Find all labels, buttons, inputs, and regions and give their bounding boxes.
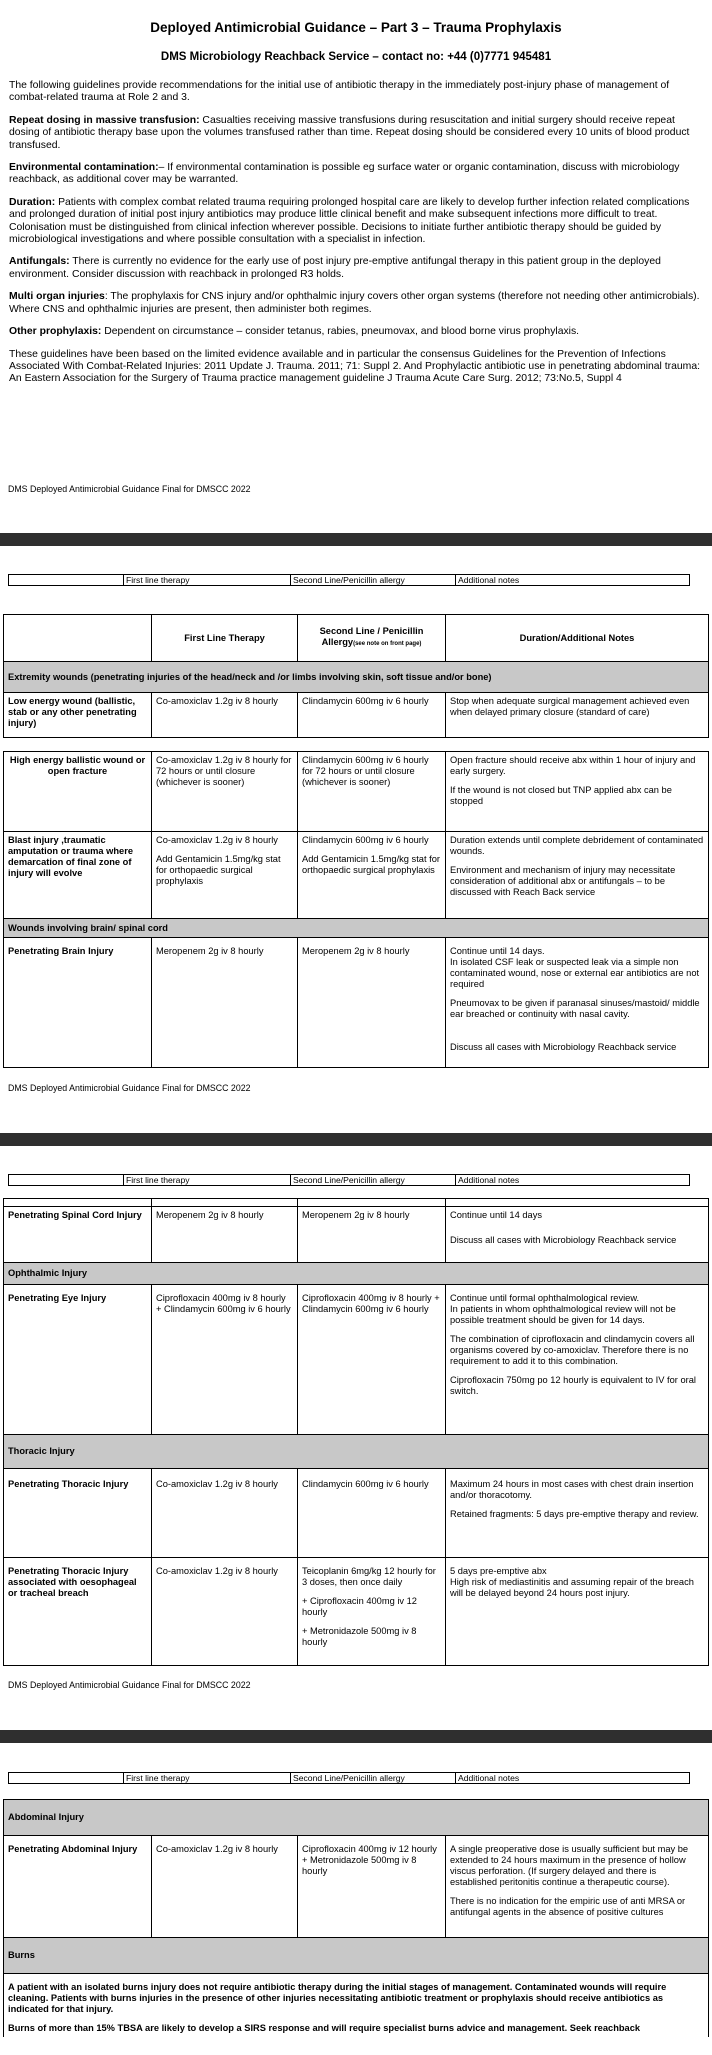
blast-first-2: Add Gentamicin 1.5mg/kg stat for orthopaedic surgical prophylaxis (156, 854, 281, 886)
brain-second: Meropenem 2g iv 8 hourly (298, 938, 446, 1068)
thoracic-oes-second (298, 1558, 446, 1666)
section-thoracic: Thoracic Injury (4, 1435, 709, 1469)
abdominal-note-2: There is no indication for the empiric use of anti MRSA or antifungal agents in the absence of positive cultures (450, 1896, 686, 1917)
blast-notes (446, 832, 709, 919)
abdominal-first: Co-amoxiclav 1.2g iv 8 hourly (152, 1836, 298, 1938)
page-separator (0, 1730, 712, 1743)
page-separator (0, 1133, 712, 1146)
table-header-second (298, 615, 446, 662)
eye-first: Ciprofloxacin 400mg iv 8 hourly + Clindamycin 600mg iv 6 hourly (152, 1285, 298, 1435)
spinal-note-1: Continue until 14 days (450, 1210, 542, 1220)
running-header-blank (9, 1175, 124, 1186)
thoracic-second: Clindamycin 600mg iv 6 hourly (298, 1469, 446, 1558)
paragraph-text: Patients with complex combat related trauma requiring prolonged hospital care are likely to develop further infection related complications and prolonged duration of initial post injury antibiotics may produce little clinical benefit and make subsequent infections more difficult to treat. Colonisation must be distinguished from clinical infection wherever possible. Decisions to initiate further antibiotic therapy should be guided by microbiological investigations and where possible consultation with a specialist in infection. (9, 196, 690, 246)
high-energy-first: Co-amoxiclav 1.2g iv 8 hourly for 72 hours or until closure (whichever is sooner) (152, 752, 298, 832)
closing-paragraph: These guidelines have been based on the limited evidence available and in particular the consensus Guidelines for the Prevention of Infections Associated With Combat-Related Injuries: 2011 Update J. Trauma. 2011; 71: Suppl 2. And Prophylactic antibiotic use in penetrating abdominal trauma: An Eastern Association for the Surgery of Trauma practice management guideline J Trauma Acute Care Surg. 2012; 73:No.5, Suppl 4 (9, 348, 700, 385)
low-energy-second: Clindamycin 600mg iv 6 hourly (298, 693, 446, 738)
section-ophthalmic: Ophthalmic Injury (4, 1263, 709, 1285)
high-energy-notes (446, 752, 709, 832)
blast-second-1: Clindamycin 600mg iv 6 hourly (302, 835, 429, 845)
brain-note-2: In isolated CSF leak or suspected leak via a simple non contaminated wound, nose or external ear antibiotics are not required (450, 957, 700, 989)
multi-organ-paragraph (9, 291, 701, 316)
environmental-paragraph (9, 162, 701, 187)
page-footer: DMS Deployed Antimicrobial Guidance Final for DMSCC 2022 (8, 484, 251, 494)
table-top-cell (298, 1199, 446, 1207)
thoracic-oes-notes (446, 1558, 709, 1666)
high-energy-second: Clindamycin 600mg iv 6 hourly for 72 hours or until closure (whichever is sooner) (298, 752, 446, 832)
other-prophylaxis-paragraph (9, 326, 701, 338)
thoracic-first: Co-amoxiclav 1.2g iv 8 hourly (152, 1469, 298, 1558)
running-header-notes: Additional notes (456, 1175, 690, 1186)
row-label-blast: Blast injury ,traumatic amputation or trauma where demarcation of final zone of injury will evolve (4, 832, 152, 919)
table-header-notes: Duration/Additional Notes (446, 615, 709, 662)
blast-second (298, 832, 446, 919)
paragraph-text: Dependent on circumstance – consider tetanus, rabies, pneumovax, and blood borne virus prophylaxis. (101, 326, 580, 338)
paragraph-text: – If environmental contamination is possible eg surface water or organic contamination, discuss with microbiology reachback, as additional cover may be warranted. (9, 162, 680, 186)
eye-note-4: Ciprofloxacin 750mg po 12 hourly is equivalent to IV for oral switch. (450, 1375, 696, 1396)
paragraph-heading: Environmental contamination: (9, 162, 159, 174)
running-header-blank (9, 575, 124, 586)
page-footer: DMS Deployed Antimicrobial Guidance Final for DMSCC 2022 (8, 1680, 251, 1690)
document-title: Deployed Antimicrobial Guidance – Part 3 – Trauma Prophylaxis (150, 20, 562, 35)
paragraph-heading: Multi organ injuries (9, 291, 105, 303)
spinal-notes (446, 1207, 709, 1263)
row-label-abdominal: Penetrating Abdominal Injury (4, 1836, 152, 1938)
abdominal-second: Ciprofloxacin 400mg iv 12 hourly + Metronidazole 500mg iv 8 hourly (298, 1836, 446, 1938)
row-label-eye: Penetrating Eye Injury (4, 1285, 152, 1435)
paragraph-text: There is currently no evidence for the early use of post injury pre-emptive antifungal therapy in this patient group in the deployed environment. Consider discussion with reachback in prolonged R3 holds. (9, 256, 661, 280)
guidance-table-page-3 (3, 1198, 709, 1666)
running-header-first: First line therapy (124, 1175, 291, 1186)
table-spacer (4, 738, 709, 752)
brain-note-4: Discuss all cases with Microbiology Reachback service (450, 1042, 677, 1052)
eye-note-1: Continue until formal ophthalmological review. (450, 1293, 640, 1303)
eye-second: Ciprofloxacin 400mg iv 8 hourly + Clindamycin 600mg iv 6 hourly (298, 1285, 446, 1435)
running-header (8, 574, 690, 586)
paragraph-heading: Other prophylaxis: (9, 326, 102, 338)
guidance-table-page-2 (3, 614, 709, 1068)
blast-first-1: Co-amoxiclav 1.2g iv 8 hourly (156, 835, 278, 845)
row-label-high-energy: High energy ballistic wound or open fracture (4, 752, 152, 832)
thoracic-note-2: Retained fragments: 5 days pre-emptive therapy and review. (450, 1509, 699, 1519)
table-header-second-label: Second Line / Penicillin Allergy (319, 626, 424, 647)
running-header-notes: Additional notes (456, 575, 690, 586)
thoracic-note-1: Maximum 24 hours in most cases with chest drain insertion and/or thoracotomy. (450, 1479, 694, 1500)
low-energy-first: Co-amoxiclav 1.2g iv 8 hourly (152, 693, 298, 738)
page-separator (0, 533, 712, 546)
section-burns: Burns (4, 1938, 709, 1974)
running-header-second: Second Line/Penicillin allergy (291, 1175, 456, 1186)
table-header-second-note: (see note on front page) (353, 641, 422, 647)
brain-first: Meropenem 2g iv 8 hourly (152, 938, 298, 1068)
abdominal-note-1: A single preoperative dose is usually sufficient but may be extended to 24 hours maximum in the presence of hollow viscus perforation. (If surgery delayed and there is established peritonitis continue a therapeutic course). (450, 1844, 689, 1887)
running-header-second: Second Line/Penicillin allergy (291, 575, 456, 586)
running-header-first: First line therapy (124, 575, 291, 586)
paragraph-text: Casualties receiving massive transfusions during resuscitation and initial surgery should receive repeat dosing of antibiotic therapy base upon the volumes transfused rather than time. Repeat dosing should be considered every 10 units of blood product transfused. (9, 114, 690, 151)
spinal-note-2: Discuss all cases with Microbiology Reachback service (450, 1235, 677, 1245)
burns-text-2: Burns of more than 15% TBSA are likely to develop a SIRS response and will require specialist burns advice and management. Seek reachback (8, 2023, 641, 2033)
abdominal-notes (446, 1836, 709, 1938)
section-extremity: Extremity wounds (penetrating injuries of the head/neck and /or limbs involving skin, soft tissue and/or bone) (4, 662, 709, 693)
brain-note-1: Continue until 14 days. (450, 946, 545, 956)
guidance-table-page-4 (3, 1799, 709, 2037)
brain-note-3: Pneumovax to be given if paranasal sinuses/mastoid/ middle ear breached or continuity with nasal cavity. (450, 998, 700, 1019)
row-label-low-energy: Low energy wound (ballistic, stab or any other penetrating injury) (4, 693, 152, 738)
thoracic-oes-second-3: + Metronidazole 500mg iv 8 hourly (302, 1626, 417, 1647)
page-1-body (9, 80, 701, 386)
brain-notes (446, 938, 709, 1068)
row-label-thoracic: Penetrating Thoracic Injury (4, 1469, 152, 1558)
spinal-second: Meropenem 2g iv 8 hourly (298, 1207, 446, 1263)
row-label-thoracic-oesophageal: Penetrating Thoracic Injury associated with oesophageal or tracheal breach (4, 1558, 152, 1666)
page-footer: DMS Deployed Antimicrobial Guidance Final for DMSCC 2022 (8, 1083, 251, 1093)
paragraph-text: : The prophylaxis for CNS injury and/or ophthalmic injury covers other organ systems (therefore not needing other antimicrobials). Where CNS and ophthalmic injuries are present, then administer both regimes. (9, 291, 700, 315)
row-label-brain: Penetrating Brain Injury (4, 938, 152, 1068)
running-header (8, 1772, 690, 1784)
antifungals-paragraph (9, 256, 701, 281)
running-header-blank (9, 1773, 124, 1784)
eye-note-2: In patients in whom ophthalmological review will not be possible treatment should be given for 14 days. (450, 1304, 676, 1325)
duration-paragraph (9, 197, 701, 247)
thoracic-oes-note-1: 5 days pre-emptive abx (450, 1566, 547, 1576)
table-top-cell (4, 1199, 152, 1207)
repeat-dosing-paragraph (9, 115, 701, 152)
eye-notes (446, 1285, 709, 1435)
table-header-blank (4, 615, 152, 662)
intro-paragraph: The following guidelines provide recommendations for the initial use of antibiotic therapy in the immediately post-injury phase of management of combat-related trauma at Role 2 and 3. (9, 80, 670, 104)
eye-note-3: The combination of ciprofloxacin and clindamycin covers all organisms covered by co-amoxiclav. Therefore there is no requirement to add it to this combination. (450, 1334, 695, 1366)
spinal-first: Meropenem 2g iv 8 hourly (152, 1207, 298, 1263)
thoracic-oes-note-2: High risk of mediastinitis and assuming repair of the breach will be delayed beyond 24 hours post injury. (450, 1577, 694, 1598)
page-1 (0, 0, 712, 530)
high-energy-note-2: If the wound is not closed but TNP applied abx can be stopped (450, 785, 672, 806)
row-label-spinal: Penetrating Spinal Cord Injury (4, 1207, 152, 1263)
high-energy-note-1: Open fracture should receive abx within 1 hour of injury and early surgery. (450, 755, 696, 776)
burns-text-1: A patient with an isolated burns injury does not require antibiotic therapy during the initial stages of management. Contaminated wounds will require cleaning. Patients with burns injuries in the presence of other injuries necessitating antibiotic treatment or prophylaxis should receive antibiotics as indicated for that injury. (8, 1982, 667, 2014)
page-2 (0, 546, 712, 1129)
section-brain-spinal: Wounds involving brain/ spinal cord (4, 919, 709, 938)
burns-text (4, 1974, 709, 2038)
page-3 (0, 1146, 712, 1728)
paragraph-heading: Duration: (9, 196, 56, 208)
blast-first (152, 832, 298, 919)
table-top-cell (152, 1199, 298, 1207)
table-header-first: First Line Therapy (152, 615, 298, 662)
paragraph-heading: Repeat dosing in massive transfusion: (9, 114, 200, 126)
thoracic-oes-first: Co-amoxiclav 1.2g iv 8 hourly (152, 1558, 298, 1666)
running-header-first: First line therapy (124, 1773, 291, 1784)
page-4 (0, 1743, 712, 2055)
blast-note-1: Duration extends until complete debridement of contaminated wounds. (450, 835, 704, 856)
running-header (8, 1174, 690, 1186)
table-top-cell (446, 1199, 709, 1207)
blast-second-2: Add Gentamicin 1.5mg/kg stat for orthopaedic surgical prophylaxis (302, 854, 440, 875)
thoracic-oes-second-1: Teicoplanin 6mg/kg 12 hourly for 3 doses, then once daily (302, 1566, 436, 1587)
blast-note-2: Environment and mechanism of injury may necessitate consideration of additional abx or antifungals – to be discussed with Reach Back service (450, 865, 676, 897)
document-subtitle: DMS Microbiology Reachback Service – contact no: +44 (0)7771 945481 (160, 51, 552, 63)
section-abdominal: Abdominal Injury (4, 1800, 709, 1836)
running-header-second: Second Line/Penicillin allergy (291, 1773, 456, 1784)
thoracic-notes (446, 1469, 709, 1558)
running-header-notes: Additional notes (456, 1773, 690, 1784)
paragraph-heading: Antifungals: (9, 256, 70, 268)
low-energy-notes: Stop when adequate surgical management achieved even when delayed primary closure (standard of care) (446, 693, 709, 738)
thoracic-oes-second-2: + Ciprofloxacin 400mg iv 12 hourly (302, 1596, 417, 1617)
